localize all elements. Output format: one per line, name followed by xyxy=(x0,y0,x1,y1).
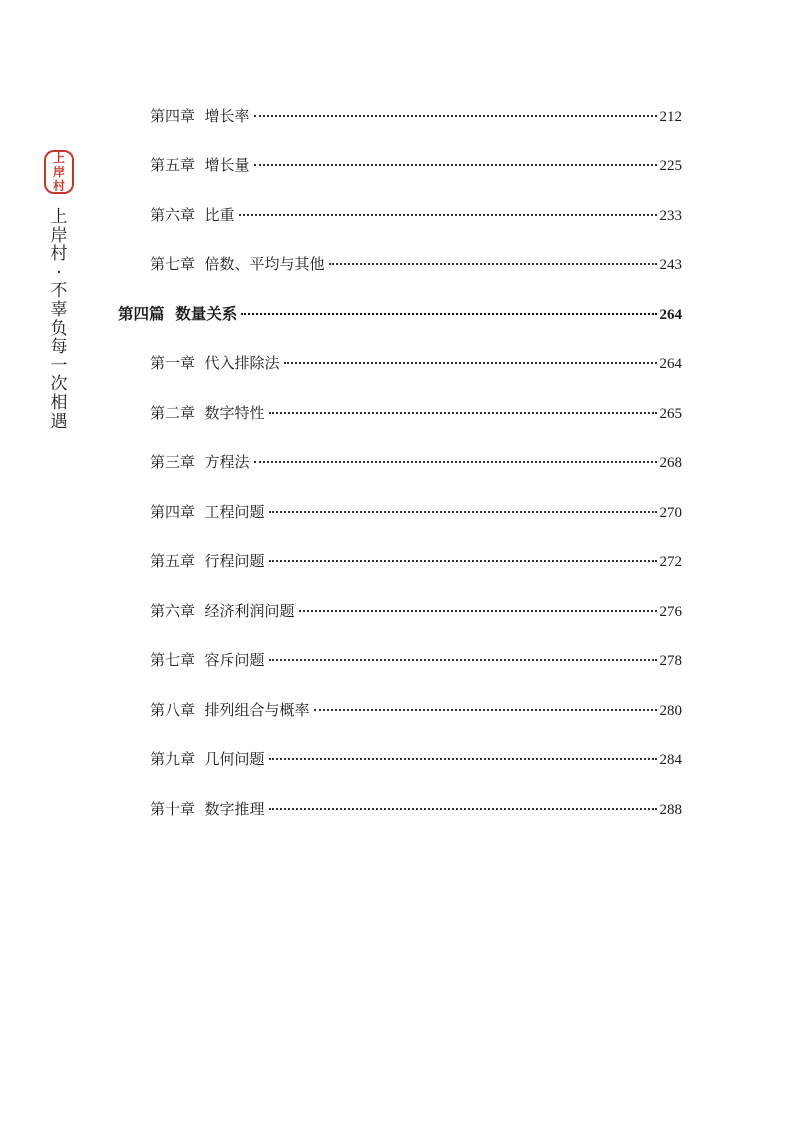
toc-entry[interactable] xyxy=(150,252,682,276)
toc-entry[interactable] xyxy=(150,401,682,425)
toc-page-number: 268 xyxy=(659,455,682,471)
slogan-char: 村 xyxy=(50,244,68,265)
dot-leader xyxy=(254,115,657,117)
dot-leader xyxy=(269,560,657,562)
toc-entry[interactable] xyxy=(150,698,682,722)
toc-entry[interactable] xyxy=(150,648,682,672)
toc-entry[interactable] xyxy=(150,450,682,474)
seal-char: 岸 xyxy=(52,165,65,179)
toc-page-number: 280 xyxy=(659,703,682,719)
dot-leader xyxy=(284,362,657,364)
dot-leader xyxy=(314,709,657,711)
slogan-char: 相 xyxy=(50,392,68,413)
toc-title: 第八章 排列组合与概率 xyxy=(150,701,310,719)
dot-leader xyxy=(254,164,657,166)
toc-page-number: 278 xyxy=(659,653,682,669)
toc-page-number: 264 xyxy=(659,356,682,372)
dot-leader xyxy=(269,511,657,513)
toc-page-number: 212 xyxy=(659,109,682,125)
slogan-char: 负 xyxy=(50,318,68,339)
toc-entry[interactable] xyxy=(150,203,682,227)
toc-entry[interactable] xyxy=(150,153,682,177)
slogan-char: 岸 xyxy=(50,225,68,246)
slogan-char: 一 xyxy=(50,355,68,376)
toc-page-number: 284 xyxy=(659,752,682,768)
toc-page-number: 276 xyxy=(659,604,682,620)
slogan-char: 次 xyxy=(50,374,68,395)
dot-leader xyxy=(299,610,657,612)
toc-title: 第十章 数字推理 xyxy=(150,800,265,818)
toc-entry[interactable] xyxy=(150,104,682,128)
brand-seal-logo xyxy=(44,150,74,194)
toc-title: 第二章 数字特性 xyxy=(150,404,265,422)
toc-title: 第五章 增长量 xyxy=(150,156,250,174)
toc-entry[interactable] xyxy=(150,500,682,524)
dot-leader xyxy=(241,313,656,315)
seal-char: 村 xyxy=(52,179,65,193)
brand-strip xyxy=(44,150,78,431)
toc-title: 第一章 代入排除法 xyxy=(150,354,280,372)
dot-leader xyxy=(254,461,657,463)
toc-title: 第九章 几何问题 xyxy=(150,750,265,768)
dot-leader xyxy=(329,263,657,265)
toc-title: 第四章 增长率 xyxy=(150,107,250,125)
slogan-char: 遇 xyxy=(50,411,68,432)
toc-page-number: 264 xyxy=(659,307,682,323)
toc-entry[interactable] xyxy=(150,747,682,771)
toc-title: 第七章 倍数、平均与其他 xyxy=(150,255,325,273)
toc-page-number: 265 xyxy=(659,406,682,422)
toc-title: 第五章 行程问题 xyxy=(150,552,265,570)
toc-entry[interactable] xyxy=(150,797,682,821)
dot-leader xyxy=(239,214,657,216)
dot-leader xyxy=(269,659,657,661)
dot-leader xyxy=(269,412,657,414)
toc-page-number: 270 xyxy=(659,505,682,521)
toc-title: 第七章 容斥问题 xyxy=(150,651,265,669)
toc-part-title: 第四篇 数量关系 xyxy=(118,304,238,323)
dot-leader xyxy=(269,758,657,760)
toc-title: 第四章 工程问题 xyxy=(150,503,265,521)
toc-title: 第三章 方程法 xyxy=(150,453,250,471)
dot-leader xyxy=(269,808,657,810)
brand-slogan xyxy=(44,208,74,431)
slogan-char: 上 xyxy=(50,207,68,227)
slogan-char: · xyxy=(56,262,62,283)
slogan-char: 不 xyxy=(50,281,68,302)
toc-part-entry[interactable] xyxy=(118,302,682,326)
seal-char: 上 xyxy=(52,151,65,165)
toc-entry[interactable] xyxy=(150,351,682,375)
toc-title: 第六章 经济利润问题 xyxy=(150,602,295,620)
slogan-char: 辜 xyxy=(50,299,68,320)
toc-page-number: 272 xyxy=(659,554,682,570)
toc-entry[interactable] xyxy=(150,599,682,623)
toc-page-number: 225 xyxy=(659,158,682,174)
slogan-char: 每 xyxy=(50,337,68,358)
toc-page-number: 233 xyxy=(659,208,682,224)
toc-entry[interactable] xyxy=(150,549,682,573)
toc-title: 第六章 比重 xyxy=(150,206,235,224)
toc-page-number: 243 xyxy=(659,257,682,273)
toc-page-number: 288 xyxy=(659,802,682,818)
